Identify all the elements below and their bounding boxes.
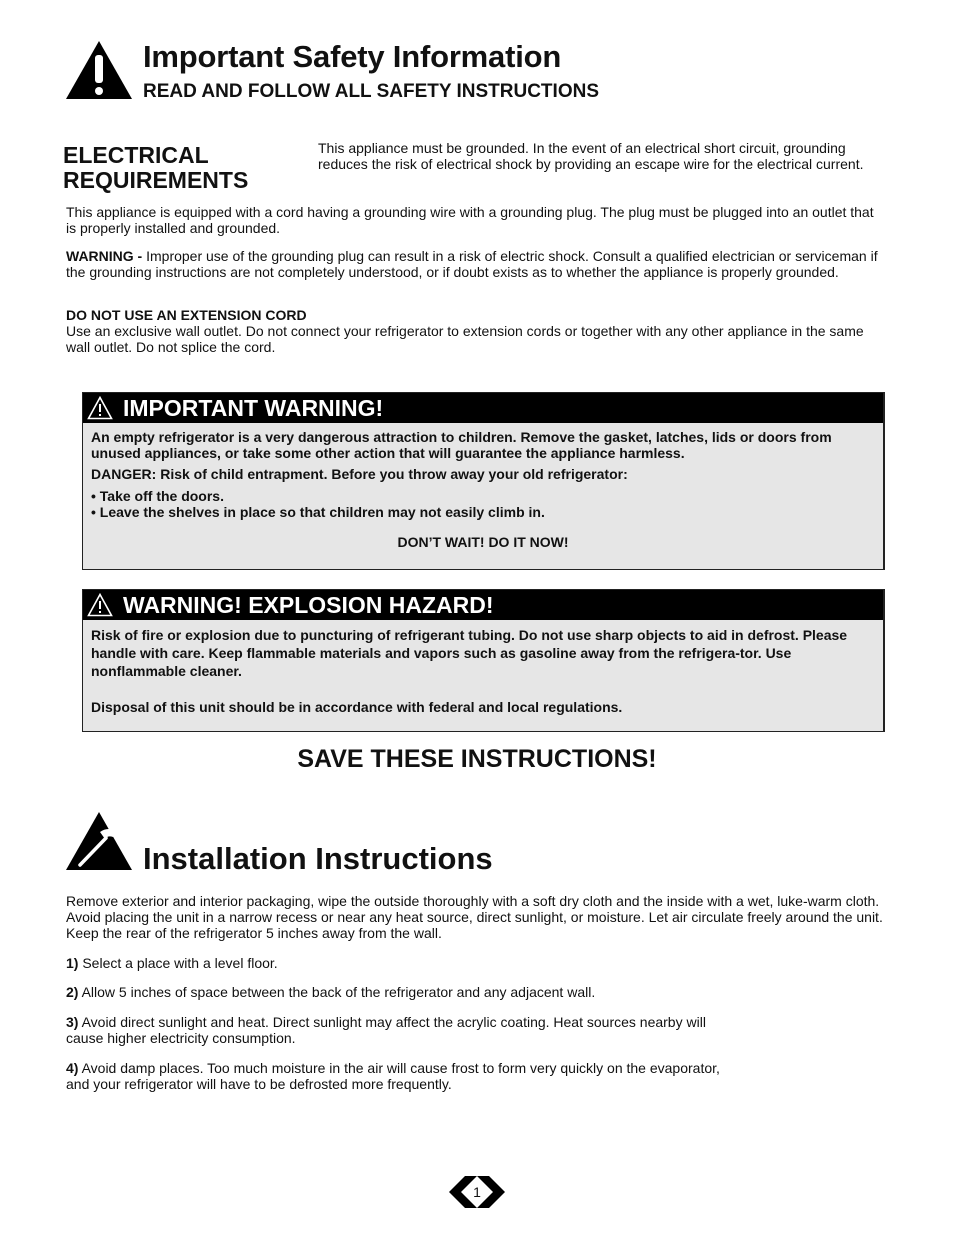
electrical-heading-line1: ELECTRICAL bbox=[63, 142, 209, 168]
important-warning-cta: DON’T WAIT! DO IT NOW! bbox=[397, 534, 569, 550]
extension-cord-section bbox=[66, 307, 884, 355]
important-warning-bullet1: • Take off the doors. bbox=[91, 488, 224, 504]
installation-step-2: 2) Allow 5 inches of space between the back of the refrigerator and any adjacent wall. bbox=[66, 984, 596, 1000]
explosion-warning-header bbox=[83, 590, 883, 620]
safety-subtitle: READ AND FOLLOW ALL SAFETY INSTRUCTIONS bbox=[143, 81, 599, 102]
explosion-warning-title: WARNING! EXPLOSION HAZARD! bbox=[123, 592, 494, 618]
installation-intro: Remove exterior and interior packaging, wipe the outside thoroughly with a soft dry cloth and the inside with a wet, luke-warm cloth. Avoid placing the unit in a narrow recess or near any heat source, direct sunlight, or moisture. Let air circulate freely around the unit. Keep the rear of the refrigerator 5 inches away from the wall. bbox=[66, 893, 883, 941]
electrical-heading bbox=[63, 143, 248, 193]
important-warning-body bbox=[83, 423, 883, 550]
extension-cord-text: Use an exclusive wall outlet. Do not connect your refrigerator to extension cords or together with any other appliance in the same wall outlet. Do not splice the cord. bbox=[66, 323, 864, 355]
warning-triangle-outline-icon bbox=[87, 593, 113, 617]
important-warning-title: IMPORTANT WARNING! bbox=[123, 395, 384, 421]
explosion-warning-p1: Risk of fire or explosion due to puncturing of refrigerant tubing. Do not use sharp objects to aid in defrost. Please handle with care. Keep flammable materials and vapors such as gasoline away from the refrigera-tor. Use nonflammable cleaner. bbox=[91, 627, 848, 679]
warning-label: WARNING - bbox=[66, 248, 143, 264]
explosion-warning-body bbox=[83, 620, 883, 716]
important-warning-bullet2: • Leave the shelves in place so that children may not easily climb in. bbox=[91, 504, 545, 520]
explosion-warning-p2: Disposal of this unit should be in accordance with federal and local regulations. bbox=[91, 699, 623, 715]
electrical-intro: This appliance must be grounded. In the event of an electrical short circuit, grounding reduces the risk of electrical shock by providing an escape wire for the electrical current. bbox=[318, 140, 864, 172]
electrical-heading-line2: REQUIREMENTS bbox=[63, 167, 249, 193]
page-number-badge bbox=[447, 1173, 507, 1211]
save-instructions-heading: SAVE THESE INSTRUCTIONS! bbox=[297, 745, 657, 773]
important-warning-p1: An empty refrigerator is a very dangerous attraction to children. Remove the gasket, latches, lids or doors from unused appliances, or take some other action that will guarantee the appliance harmless. bbox=[91, 429, 832, 461]
grounding-warning bbox=[66, 248, 884, 280]
installation-title: Installation Instructions bbox=[143, 841, 493, 876]
hammer-triangle-icon bbox=[64, 810, 134, 872]
explosion-warning-box bbox=[82, 589, 885, 732]
important-warning-header bbox=[83, 393, 883, 423]
warning-text: Improper use of the grounding plug can result in a risk of electric shock. Consult a qualified electrician or serviceman if the grounding instructions are not completely understood, or if doubt exists as to whether the appliance is properly grounded. bbox=[66, 248, 878, 280]
warning-triangle-outline-icon bbox=[87, 396, 113, 420]
installation-step-4: 4) Avoid damp places. Too much moisture in the air will cause frost to form very quickly on the evaporator, and your refrigerator will have to be defrosted more frequently. bbox=[66, 1060, 720, 1092]
installation-step-1: 1) Select a place with a level floor. bbox=[66, 955, 278, 971]
important-warning-p2: DANGER: Risk of child entrapment. Before you throw away your old refrigerator: bbox=[91, 466, 628, 482]
important-warning-box bbox=[82, 392, 885, 570]
cord-paragraph: This appliance is equipped with a cord having a grounding wire with a grounding plug. The plug must be plugged into an outlet that is properly installed and grounded. bbox=[66, 204, 874, 236]
warning-triangle-icon bbox=[64, 39, 134, 101]
page-number: 1 bbox=[473, 1184, 481, 1200]
installation-step-3: 3) Avoid direct sunlight and heat. Direct sunlight may affect the acrylic coating. Heat sources nearby will cause higher electricity consumption. bbox=[66, 1014, 706, 1046]
safety-title: Important Safety Information bbox=[143, 39, 562, 74]
extension-cord-heading: DO NOT USE AN EXTENSION CORD bbox=[66, 307, 307, 323]
